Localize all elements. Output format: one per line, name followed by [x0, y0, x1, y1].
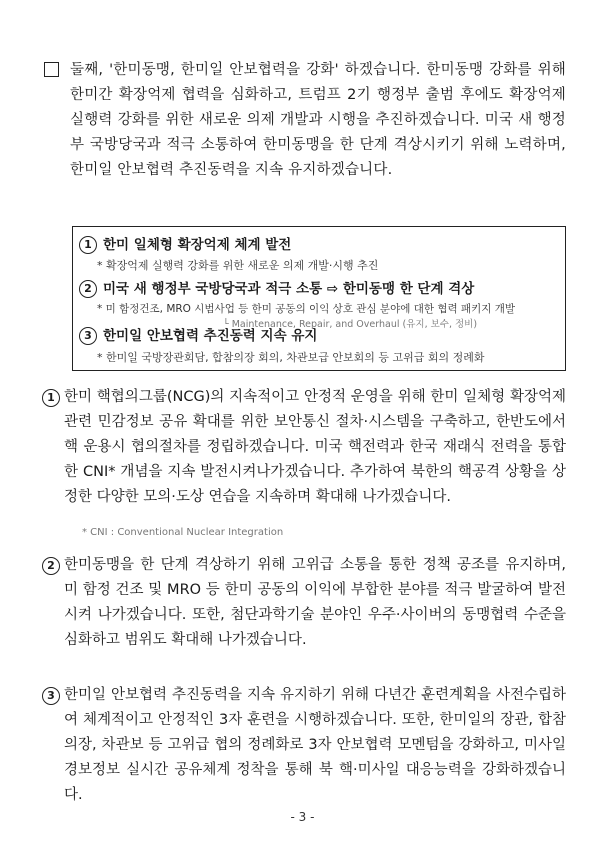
summary-item-1-sub: * 확장억제 실행력 강화를 위한 새로운 의제 개발·시행 추진 [97, 259, 379, 272]
intro-paragraph: 둘째, '한미동맹, 한미일 안보협력을 강화' 하겠습니다. 한미동맹 강화를 위해 한미간 확장억제 협력을 심화하고, 트럼프 2기 행정부 출범 후에도 확장억제 실행력 강화를 위한 새로운 의제 개발과 시행을 추진하겠습니다. 미국 새 행정부 국방당국과 적극 소통하여 한미동맹을 한 단계 격상시키기 위해 노력하며, 한미일 안보협력 추진동력을 지속 유지하겠습니다. [70, 62, 566, 178]
summary-item-2-text: 미국 새 행정부 국방당국과 적극 소통 ⇨ 한미동맹 한 단계 격상 [103, 281, 475, 297]
summary-item-1 [79, 233, 291, 254]
summary-box [72, 226, 566, 371]
summary-item-3 [79, 324, 317, 345]
block-2 [47, 553, 566, 653]
footnote-cni: * CNI : Conventional Nuclear Integration [82, 527, 284, 538]
summary-item-3-text: 한미일 안보협력 추진동력 지속 유지 [103, 328, 318, 344]
circled-number-2: 2 [42, 557, 60, 575]
circled-number-3: 3 [79, 327, 97, 345]
summary-item-2-sub: * 미 함정건조, MRO 시범사업 등 한미 공동의 이익 상호 관심 분야에 대한 협력 패키지 개발 [97, 303, 515, 315]
circled-number-3: 3 [42, 687, 60, 705]
summary-item-1-text: 한미 일체형 확장억제 체계 발전 [103, 237, 292, 253]
summary-item-2-subsub: └ Maintenance, Repair, and Overhaul (유지, 보수, 정비) [223, 319, 478, 330]
circled-number-2: 2 [79, 280, 97, 298]
block-2-text: 한미동맹을 한 단계 격상하기 위해 고위급 소통을 통한 정책 공조를 유지하며, 미 함정 건조 및 MRO 등 한미 공동의 이익에 부합한 분야를 적극 발굴하여 발전시켜 나가겠습니다. 또한, 첨단과학기술 분야인 우주·사이버의 동맹협력 수준을 심화하고 범위도 확대해 나가겠습니다. [64, 557, 566, 648]
summary-item-2 [79, 277, 474, 298]
block-1-text: 한미 핵협의그룹(NCG)의 지속적이고 안정적 운영을 위해 한미 일체형 확장억제 관련 민감정보 공유 확대를 위한 보안통신 절차·시스템을 구축하고, 한반도에서 핵 운용시 협의절차를 정립하겠습니다. 미국 핵전력과 한국 재래식 전력을 통합한 CNI* 개념을 지속 발전시켜나가겠습니다. 추가하여 북한의 핵공격 상황을 상정한 다양한 모의·도상 연습을 지속하며 확대해 나가겠습니다. [64, 389, 566, 505]
block-3 [47, 683, 566, 808]
block-1 [47, 385, 566, 510]
circled-number-1: 1 [42, 389, 60, 407]
summary-item-3-sub: * 한미일 국방장관회담, 합참의장 회의, 차관보급 안보회의 등 고위급 회의 정례화 [97, 351, 485, 364]
checkbox-bullet [44, 62, 59, 77]
block-3-text: 한미일 안보협력 추진동력을 지속 유지하기 위해 다년간 훈련계획을 사전수립하여 체계적이고 안정적인 3자 훈련을 시행하겠습니다. 또한, 한미일의 장관, 합참의장, 차관보 등 고위급 협의 정례화로 3자 안보협력 모멘텀을 강화하고, 미사일 경보정보 실시간 공유체계 정착을 통해 북 핵·미사일 대응능력을 강화하겠습니다. [64, 687, 566, 803]
page-number: - 3 - [290, 810, 315, 824]
circled-number-1: 1 [79, 236, 97, 254]
